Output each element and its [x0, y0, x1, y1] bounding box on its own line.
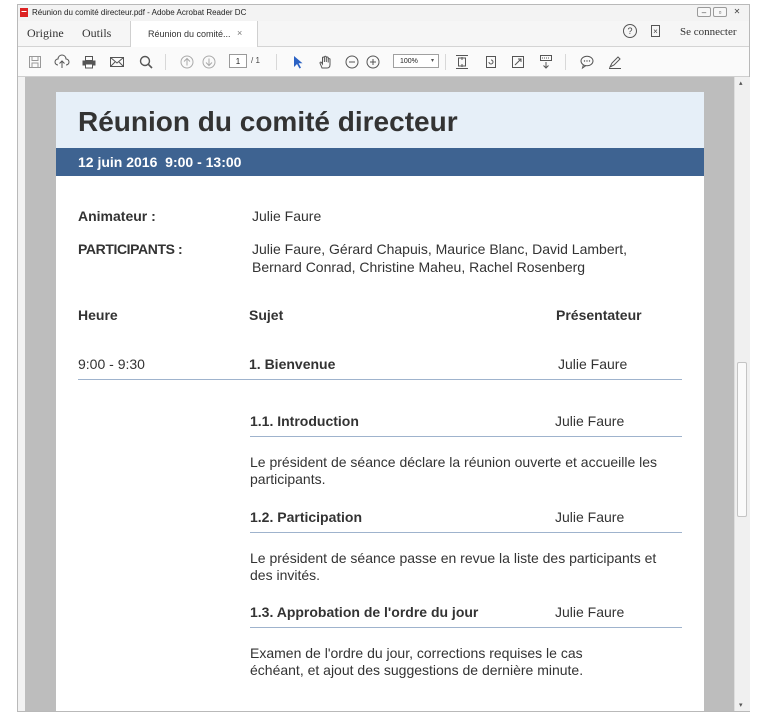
document-viewport[interactable]	[25, 77, 734, 711]
full-screen-icon[interactable]	[510, 54, 526, 70]
cloud-upload-icon[interactable]	[54, 54, 70, 70]
comment-icon[interactable]	[579, 54, 595, 70]
tab-home[interactable]: Origine	[27, 26, 64, 40]
pdf-file-icon	[20, 8, 28, 17]
subitem-description-line1: Le président de séance déclare la réunion ouverte et accueille les	[250, 454, 658, 470]
column-header-presenter: Présentateur	[556, 307, 642, 323]
vertical-scrollbar[interactable]	[734, 77, 750, 711]
participants-list-line1: Julie Faure, Gérard Chapuis, Maurice Blanc, David Lambert,	[252, 241, 628, 257]
zoom-in-icon[interactable]	[365, 54, 381, 70]
toolbar-divider	[165, 54, 166, 70]
toolbar-divider	[565, 54, 566, 70]
meeting-date-time: 12 juin 2016 9:00 - 13:00	[78, 154, 242, 170]
chevron-down-icon: ▾	[430, 58, 434, 64]
subitem-description-line2: participants.	[250, 471, 326, 487]
facilitator-name: Julie Faure	[252, 208, 322, 224]
page-number-input[interactable]: 1	[229, 54, 247, 68]
read-mode-icon[interactable]	[538, 54, 554, 70]
rotate-view-icon[interactable]	[483, 54, 499, 70]
main-toolbar	[18, 47, 749, 77]
print-icon[interactable]	[81, 54, 97, 70]
subitem-description-line1: Examen de l'ordre du jour, corrections requises le cas	[250, 645, 583, 661]
agenda-time: 9:00 - 9:30	[78, 356, 145, 372]
subitem-presenter: Julie Faure	[555, 604, 625, 620]
minimize-button[interactable]: –	[697, 7, 711, 17]
close-tab-icon[interactable]: ×	[237, 28, 243, 38]
scroll-up-icon[interactable]: ▴	[739, 80, 743, 87]
document-title: Réunion du comité directeur	[78, 106, 458, 137]
email-icon[interactable]	[109, 54, 125, 70]
row-divider	[250, 532, 682, 533]
close-window-button[interactable]: ✕	[733, 7, 741, 16]
search-icon[interactable]	[138, 54, 154, 70]
subitem-description-line2: échéant, et ajout des suggestions de dernière minute.	[250, 662, 584, 678]
subitem-presenter: Julie Faure	[555, 413, 625, 429]
document-tab-label: Réunion du comité...	[148, 29, 231, 39]
toolbar-divider	[445, 54, 446, 70]
next-page-icon[interactable]	[201, 54, 217, 70]
sign-in-link[interactable]: Se connecter	[680, 26, 737, 38]
date-band	[56, 148, 704, 176]
select-cursor-icon[interactable]	[290, 54, 306, 70]
column-header-topic: Sujet	[249, 307, 284, 323]
subitem-topic: 1.1. Introduction	[250, 413, 359, 429]
page-total: / 1	[251, 56, 260, 65]
column-header-time: Heure	[78, 307, 118, 323]
row-divider	[78, 379, 682, 380]
row-divider	[250, 436, 682, 437]
scrollbar-thumb[interactable]	[737, 362, 747, 517]
window-title: Réunion du comité directeur.pdf - Adobe Acrobat Reader DC	[32, 8, 247, 17]
subitem-description-line2: des invités.	[250, 567, 321, 583]
participants-list-line2: Bernard Conrad, Christine Maheu, Rachel Rosenberg	[252, 259, 586, 275]
highlight-pen-icon[interactable]	[607, 54, 623, 70]
row-divider	[250, 627, 682, 628]
toolbar-divider	[276, 54, 277, 70]
tab-bar	[18, 21, 749, 47]
title-bar	[18, 5, 749, 22]
help-icon[interactable]: ?	[623, 24, 637, 38]
subitem-topic: 1.3. Approbation de l'ordre du jour	[250, 604, 479, 620]
save-icon[interactable]	[27, 54, 43, 70]
subitem-topic: 1.2. Participation	[250, 509, 363, 525]
tab-tools[interactable]: Outils	[82, 26, 112, 40]
zoom-level-value: 100%	[400, 58, 418, 65]
document-header-band	[56, 92, 704, 148]
previous-page-icon[interactable]	[179, 54, 195, 70]
fit-page-icon[interactable]	[454, 54, 470, 70]
agenda-topic: 1. Bienvenue	[249, 356, 336, 372]
subitem-presenter: Julie Faure	[555, 509, 625, 525]
agenda-presenter: Julie Faure	[558, 356, 628, 372]
tab-document[interactable]	[130, 21, 258, 47]
mobile-link-icon[interactable]: ×	[651, 25, 660, 37]
pdf-page	[56, 92, 704, 711]
subitem-description-line1: Le président de séance passe en revue la liste des participants et	[250, 550, 657, 566]
maximize-button[interactable]: ▫	[713, 7, 727, 17]
left-gutter	[18, 77, 25, 711]
hand-tool-icon[interactable]	[317, 54, 333, 70]
facilitator-label: Animateur :	[78, 208, 156, 224]
zoom-out-icon[interactable]	[344, 54, 360, 70]
participants-label: PARTICIPANTS :	[78, 241, 183, 257]
acrobat-window	[17, 4, 750, 712]
zoom-level-select[interactable]	[393, 54, 439, 68]
scroll-down-icon[interactable]: ▾	[739, 702, 743, 709]
